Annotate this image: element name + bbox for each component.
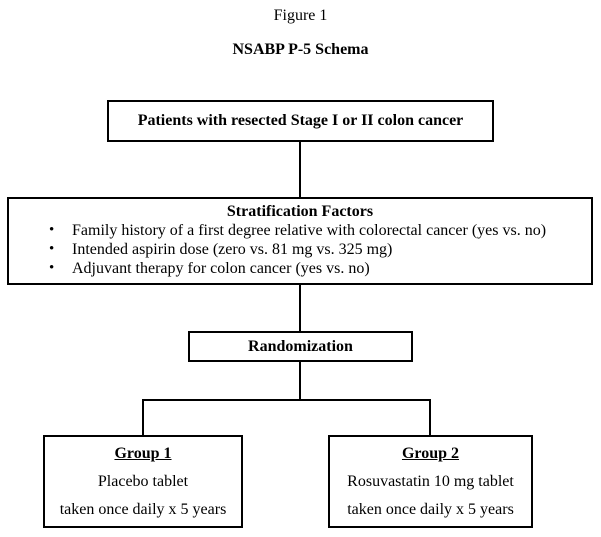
bullet-icon: •: [49, 222, 55, 238]
bullet-icon: •: [49, 241, 55, 257]
branch-drop-to-group1: [142, 399, 144, 435]
stratification-list: [9, 221, 591, 278]
stratification-item-text: Intended aspirin dose (zero vs. 81 mg vs. 325 mg): [72, 241, 393, 258]
connector-patients-to-stratification: [299, 142, 301, 197]
branch-drop-to-group2: [429, 399, 431, 435]
randomization-box-label: Randomization: [248, 337, 353, 355]
figure-label: Figure 1: [273, 7, 328, 24]
stratification-item-text: Adjuvant therapy for colon cancer (yes vs. no): [72, 260, 370, 277]
connector-randomization-to-branch: [299, 362, 301, 400]
connector-stratification-to-randomization: [299, 285, 301, 331]
group2-title: Group 2: [401, 444, 460, 462]
randomization-box: [188, 331, 413, 362]
group1-title: Group 1: [114, 444, 172, 462]
patients-box: [107, 100, 494, 142]
branch-horizontal-line: [142, 399, 431, 401]
stratification-item: [9, 240, 591, 259]
patients-box-label: Patients with resected Stage I or II colon cancer: [137, 112, 464, 129]
stratification-item: [9, 259, 591, 278]
stratification-item-text: Family history of a first degree relative with colorectal cancer (yes vs. no): [72, 222, 547, 239]
group1-schedule: taken once daily x 5 years: [59, 500, 227, 518]
bullet-icon: •: [49, 260, 55, 276]
group2-treatment: Rosuvastatin 10 mg tablet: [347, 472, 514, 490]
stratification-title: Stratification Factors: [226, 203, 374, 220]
group1-box: [43, 435, 243, 528]
stratification-item: [9, 221, 591, 240]
group2-schedule: taken once daily x 5 years: [347, 500, 514, 518]
stratification-box: [7, 197, 593, 285]
group1-treatment: Placebo tablet: [97, 472, 189, 490]
schema-title: NSABP P-5 Schema: [232, 41, 369, 58]
group2-box: [328, 435, 533, 528]
